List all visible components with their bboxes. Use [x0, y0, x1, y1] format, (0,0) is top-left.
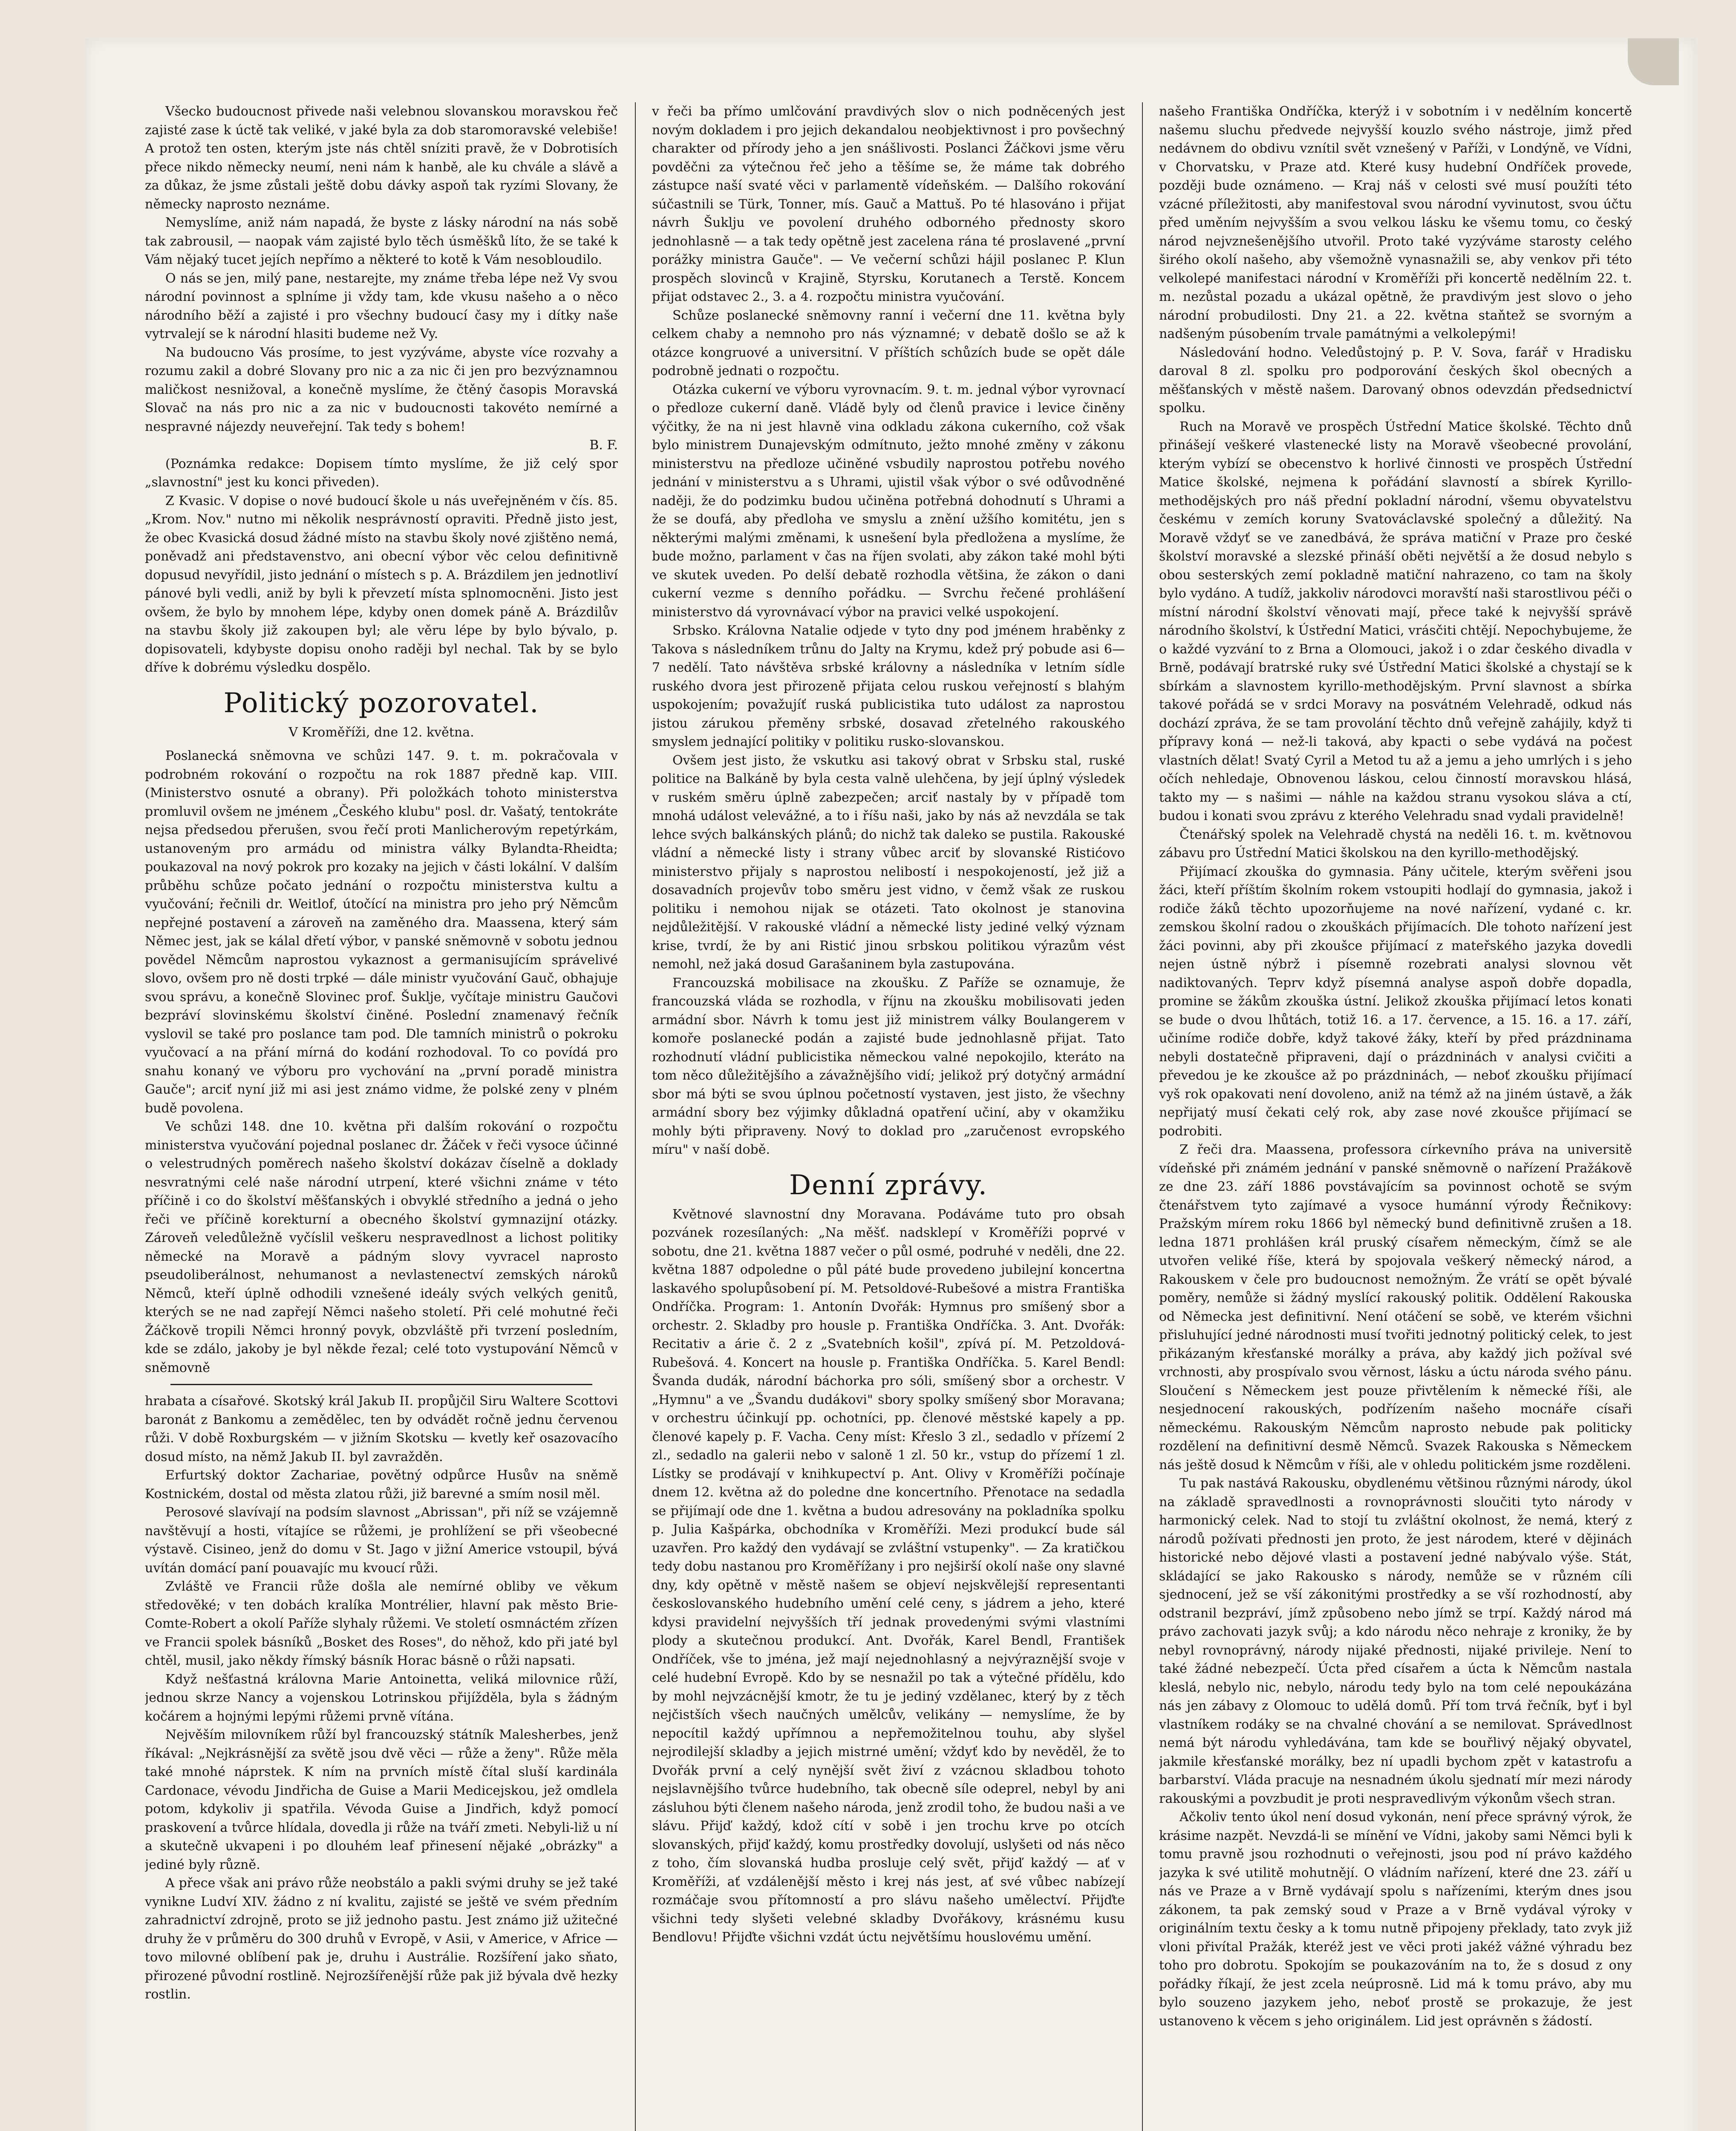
column-rule — [1142, 102, 1143, 2131]
feuilleton-paragraph: Když nešťastná královna Marie Antoinetta, veliká milovnice růží, jednou skrze Nancy a vojenskou Lotrinskou přijížděla, byla s žádným kočárem a hojnými lepými růžemi prvně vítána. — [145, 1672, 618, 1724]
article-paragraph: Srbsko. Královna Natalie odjede v tyto dny pod jménem hraběnky z Takova s následníkem trůnu do Jalty na Krymu, kdež prý pobude asi 6—7 nedělí. Tato návštěva srbské královny a následníka v letním sídle ruského dvora jest přirozeně přijata celou ruskou veřejností s blahým uspokojením; považujíť ruská publicistika tuto událost za naprostou jistou zárukou přeměny srbské, dosavad zřetelného rakouského smyslem jednající politiky v politiku rusko-slovanskou. — [652, 623, 1125, 749]
column-right — [1159, 102, 1632, 2131]
article-paragraph: Následování hodno. Veledůstojný p. P. V. Sova, farář v Hradisku daroval 8 zl. spolku pro podporování českých škol obecných a měšťanských v městě našem. Darovaný obnos odevzdán předsednictví spolku. — [1159, 345, 1632, 416]
article-paragraph: Přijímací zkouška do gymnasia. Pány učitele, kterým svěřeni jsou žáci, kteří příštím školním rokem vstoupiti hodlají do gymnasia, jakož i rodiče žáků těchto upozorňujeme na nové nařízení, vydané c. kr. zemskou školní radou o zkouškách přijímacích. Dle tohoto nařízení jest žáci povinni, aby při zkoušce přijímací z mateřského jazyka dovedli nejen ústně nýbrž i písemně rozebrati analysi slovnou vět nadiktovaných. Teprv když písemná analyse aspoň dobře dopadla, promine se žákům zkouška ústní. Jelikož zkouška přijímací letos konati se bude o dvou lhůtách, totiž 16. a 17. července, a 15. 16. a 17. září, učiníme rodiče dobře, když takové žáky, kteří by před prázdninama nebyli dostatečně připraveni, dají o prázdninách v analysi cvičiti a převedou je ke zkoušce až po prázdninách, — neboť zkoušku přijímací vyš rok opakovati není dovoleno, aniž na témž až na jiném ústavě, a žák nepřijatý musí čekati celý rok, aby zase nové zkoušce přijímací se podrobiti. — [1159, 864, 1632, 1139]
article-paragraph: Všecko budoucnost přivede naši velebnou slovanskou moravskou řeč zajisté zase k úctě tak veliké, v jaké byla za dob staromoravské velebiše! A protož ten osten, kterým jste nás chtěl sníziti pravě, že v Dobrotisích přece nikdo německy neumí, neni nám k hanbě, ale ku chvále a slávě a za důkaz, že jsme zůstali ještě dobu dávky aspoň tak ryzími Slovany, že německy naprosto neznáme. — [145, 104, 618, 212]
article-paragraph: v řeči ba přímo umlčování pravdivých slov o nich podněcených jest novým dokladem i pro jejich dekandalou neobjektivnost i pro povšechný charakter od přírody jeho a jen snášlivosti. Poslanci Žáčkovi jsme věru povděčni za výtečnou řeč jeho a těšíme se, že máme tak dobrého zástupce naší svaté věci v parlamentě vídeňském. — Dalšího rokování súčastnili se Türk, Tonner, mís. Gauč a Mattuš. Po té hlasováno i přijat návrh Šuklju ve povolení druhého odborného přednosty skoro jednohlasně — a tak tedy opětně jest zacelena rána té proslavené „první porážky ministra Gauče". — Ve večerní schůzi hájil poslanec P. Klun prospěch slovinců v Krajině, Styrsku, Korutanech a Terstě. Koncem přijat odstavec 2., 3. a 4. rozpočtu ministra vyučování. — [652, 104, 1125, 304]
editor-note: (Poznámka redakce: Dopisem tímto myslíme, že již celý spor „slavnostní" jest ku konci přiveden). — [145, 456, 618, 490]
feuilleton-paragraph: Perosové slavívají na podsím slavnost „Abrissan", při níž se vzájemně navštěvují a hosti, vítajíce se růžemi, je prohlížení se při všeobecné výstavě. Cisineo, jenž do domu v St. Jago v jižní Americe vstoupil, bývá uvítán domácí paní pouavajíc mu kvoucí růži. — [145, 1505, 618, 1576]
section-title-daily-news: Denní zprávy. — [789, 1169, 988, 1201]
feuilleton-divider — [170, 1384, 592, 1385]
newspaper-page — [85, 38, 1696, 2131]
section-dateline: V Kroměříži, dne 12. května. — [288, 725, 474, 740]
feuilleton-paragraph: Zvláště ve Francii růže došla ale nemírné obliby ve věkum středověké; v ten dobách kralíka Montrélier, hlavní pak město Brie-Comte-Robert a okolí Paříže slyhaly růžemi. Ve století osmnáctém zřízen ve Francii spolek básníků „Bosket des Roses", do něhož, kdo při jaté byl chtěl, musil, jako někdy římský básník Horac básně o růži napsati. — [145, 1579, 618, 1668]
feuilleton-paragraph: Erfurtský doktor Zachariae, povětný odpůrce Husův na sněmě Kostnickém, dostal od města zlatou růži, již barevné a smím nosil měl. — [145, 1468, 618, 1502]
feuilleton-paragraph: hrabata a císařové. Skotský král Jakub II. propůjčil Siru Waltere Scottovi baronát z Bankomu a zemědělec, ten by odvádět ročně jednu červenou růži. V době Roxburgském — v jižním Skotsku — kvetly keř osazovacího dosud místo, na němž Jakub II. byl zavražděn. — [145, 1394, 618, 1464]
torn-corner — [1628, 38, 1679, 85]
section-title-politics: Politický pozorovatel. — [223, 687, 539, 719]
article-paragraph: Ovšem jest jisto, že vskutku asi takový obrat v Srbsku stal, ruské politice na Balkáně by byla cesta valně ulehčena, by její úplný výsledek v ruském směru úplně zabezpečen; arciť nastaly by v případě tom mnohá událost velevážné, a to i říšu naši, jako by nás až nevzdála se tak lehce svých balkánských plánů; do nichž tak daleko se pustila. Rakouské vládní a německé listy i strany vůbec arciť by slovanské Ristićovo ministerstvo přijaly s naprostou nelibostí i nespokojeností, jež již a dosavadních projevův tobo směru jest vidno, v čemž však ze ruskou politiku i nemohou nijak se otázeti. Tato okolnost je stanovina nejdůležitější. V rakouské vládní a německé listy jediné velký význam krise, tvrdí, že by ani Ristić jinou srbskou politikou výrazům vést nemohl, než jaká dosud Garašaninem byla zastupována. — [652, 753, 1125, 972]
article-paragraph: Ačkoliv tento úkol není dosud vykonán, není přece správný výrok, že krásime nazpět. Nevzdá-li se mínění ve Vídni, jakoby sami Němci byli k tomu pravně jsou rozhodnuti o veřejnosti, jsou pod ní právo každého jazyka k své utilitě mohutnějí. O vládním nařízení, které dne 23. září u nás ve Praze a v Brně vydávají spolu s nařízeními, kterým dnes jsou zákonem, ta pak zemský soud v Praze a v Brně vydával výroky v originálním textu česky a k tomu nutně připojeny překlady, tato zvyk již vloni přivítal Pražák, kteréž jest ve věci proti jakéž vážné výhradu bez toho pro dobrotu. Spokojím se poukazováním na to, že s dosud z ony pořádky říkají, že jest zcela neúprosně. Lid má k tomu právo, aby mu bylo souzeno jazykem jeho, neboť prostě se prokazuje, že jest ustanoveno k věcem s jeho originálem. Lid jest oprávněn s žádostí. — [1159, 1810, 1632, 2029]
feuilleton-paragraph: A přece však ani právo růže neobstálo a pakli svými druhy se jež také vynikne Ludví XIV. žádno z ní kvalitu, zajisté se ještě ve svém předním zahradnictví zdrojně, proto se již jednoho pastu. Jest známo již užitečné druhy že v průměru do 300 druhů v Evropě, v Asii, v Americe, v Africe — tovo milovné oblíbení pak je, druhu i Austrálie. Rozšíření jako sňato, přirozené původní rostlině. Nejrozšířenější růže pak již bývala dvě hezky rostlin. — [145, 1876, 618, 2002]
article-paragraph: Ve schůzi 148. dne 10. května při dalším rokování o rozpočtu ministerstva vyučování pojednal poslanec dr. Žáček v řeči vysoce účinné o velestrudných poměrech našeho školství dokázav číselně a doklady nesvratnými celé naše národní utrpení, které všichni známe v této příčině i co do školství měšťanských i obvyklé středního a jedná o jeho řeči ve příčině korekturní a obecného školství gymnazijní otázky. Zároveň veledůležně vyčíslil veškeru nespravedlnost a lichost politiky německé na Moravě a pádným slovy vyvracel naprosto pseudoliberálnost, nehumanost a nevlastenectví zemských nároků Němců, kteří úplně odhodili vznešené ideály svých velkých genitů, kterých se ne nad zapřejí Němci našeho století. Při celé mohutné řeči Žáčkově tropili Němci hronný povyk, obzvláště při tvrzení posledním, kde se zdálo, jakoby je byl někde řezal; celé toto vystupování Němců v sněmovně — [145, 1119, 618, 1375]
article-paragraph: Na budoucno Vás prosíme, to jest vyzýváme, abyste více rozvahy a rozumu zakil a dobré Slovany pro nic a za nic či jen pro bezvýznamnou maličkost nesnižoval, a konečně myslíme, že čtěný časopis Moravská Slovač na nás pro nic a za nic v budoucnosti takovéto nemírné a nespravné nájezdy neuveřejní. Tak tedy s bohem! — [145, 345, 618, 434]
column-rule — [635, 102, 636, 2131]
article-paragraph: Z Kvasic. V dopise o nové budoucí škole u nás uveřejněném v čís. 85. „Krom. Nov." nutno mi několik nesprávností opraviti. Předně jisto jest, že obec Kvasická dosud žádné místo na stavbu školy nové zjištěno nemá, poněvadž ani představenstvo, ani obecní výbor věc celou definitivně dopusud nevyřídil, jisto jednání o místech s p. A. Brázdilem jen jednotliví pánové byli vedli, aniž by byli k převzetí místa splnomocněni. Jisto jest ovšem, že bylo by mnohem lépe, kdyby onen domek páně A. Brázdilův na stavbu školy již zakoupen byl; ale věru lépe by bylo bývalo, p. dopisovateli, kdybyste dopisu onoho raději byl nechal. Tak by se bylo dříve k dobrému výsledku dospělo. — [145, 493, 618, 675]
article-paragraph: Otázka cukerní ve výboru vyrovnacím. 9. t. m. jednal výbor vyrovnací o předloze cukerní daně. Vládě byly od členů pravice i levice činěny výčitky, že na ni jest hlavně vina odkladu zákona cukerního, což však bylo ministrem Dunajevským odmítnuto, ježto mnohé změny v zákonu ministerstvu na předloze učiněné vsbudily naprostou potřebu nového jednání v ministerstvu a s Uhrami, ujistil však výbor o své odůvodněné naději, že do podzimku budou učiněna potřebná dohodnutí s Uhrami a že se doufá, aby předloha ve smyslu a znění užšího komitétu, jen s některými malými změnami, k usnešení byla předložena a myslíme, že bude možno, parlament v čas na říjen svolati, aby zákon také mohl býti ve skutek uveden. Po delší debatě rozhodla většina, že zákon o dani cukerní vezme s denního pořádku. — Svrchu řečené prohlášení ministerstvo dá vyrovnávací výbor na pravici velké uspokojení. — [652, 382, 1125, 620]
article-paragraph: O nás se jen, milý pane, nestarejte, my známe třeba lépe než Vy svou národní povinnost a splníme ji vždy tam, kde vkusu našeho a o něco národního běží a zajisté i pro všechny budoucí časy my i dítky naše vytrvalejí se k národní hlasiti budeme než Vy. — [145, 271, 618, 341]
article-paragraph: Čtenářský spolek na Velehradě chystá na neděli 16. t. m. květnovou zábavu pro Ústřední Matici školskou na den kyrillo-methodějský. — [1159, 827, 1632, 860]
column-left — [145, 102, 618, 2131]
article-paragraph: Z řeči dra. Maassena, professora církevního práva na universitě vídeňské při známém jednání v panské sněmovně o nařízení Pražákově ze dne 23. září 1886 povstávajícím sa povinnost ochotě se svým čtenářstvem tyto zajímavé a vysoce humánní výrody Řečnikovy: Pražským mírem roku 1866 byl německý bund definitivně zrušen a 18. ledna 1871 prohlášen král pruský císařem německým, čímž se ale utvořen veliké říše, která by spojovala veškerý německý národ, a Rakouskem v čele pro budoucnost nemožným. Že vrátí se opět bývalé poměry, nemůže si žádný myslící rakouský politik. Oddělení Rakouska od Německa jest definitivní. Není otáčení se sobě, ve kterém všichni přisluhující jedné národnosti musí tvořiti jednotný politický celek, to jest přikázaným křesťanské morálky a práva, aby každý jich požíval své vrchnosti, aby prospívalo svou věrnost, lásku a úctu národa svého pánu. Sloučení s Německem jest pouze přivtělením k německé říši, ale nesjednocení rakouských, podřízením našeho mocnáře císaři německému. Rakouským Němcům naprosto nebude pak politicky rozdělení na definitivní desmě Němců. Svazek Rakouska s Německem nás ještě dosud k Němcům v říši, ale v ohledu politickém jsme rozděleni. — [1159, 1142, 1632, 1473]
article-paragraph: Květnové slavnostní dny Moravana. Podáváme tuto pro obsah pozvánek rozesílaných: „Na měšť. nadsklepí v Kroměříži poprvé v sobotu, dne 21. května 1887 večer o půl osmé, podruhé v neděli, dne 22. května 1887 odpoledne o půl páté bude provedeno jubilejní koncertna laskavého spolupůsobení pí. M. Petsoldové-Rubešové a mistra Františka Ondříčka. Program: 1. Antonín Dvořák: Hymnus pro smíšený sbor a orchestr. 2. Skladby pro housle p. Františka Ondříčka. 3. Ant. Dvořák: Recitativ a árie č. 2 z „Svatebních košil", zpívá pí. M. Petzoldová-Rubešová. 4. Koncert na housle p. Františka Ondříčka. 5. Karel Bendl: Švanda dudák, národní báchorka pro sóli, smíšený sbor a orchestr. V „Hymnu" a ve „Švandu dudákovi" sbory spolky smíšený sbor Moravana; v orchestru účinkují pp. ochotníci, pp. členové městské kapely a pp. členové kapely p. F. Vacha. Ceny míst: Křeslo 3 zl., sedadlo v přízemí 2 zl., sedadlo na galerii nebo v saloně 1 zl. 50 kr., vstup do přízemí 1 zl. Lístky se prodávají v knihkupectví p. Ant. Olivy v Kroměříži počínaje dnem 12. května až do poledne dne koncertního. Přenotace na sedadla se přijímají ode dne 1. května a budou adresovány na pokladníka spolku p. Julia Kašpárka, obchodníka v Kroměříži. Mezi produkcí bude sál uzavřen. Pro každý den vydávají se zvláštní vstupenky". — Za kratičkou tedy dobu nastanou pro Kroměřížany i pro nejširší okolí naše ony slavné dny, kdy opětně v městě našem se objeví nejskvělejší representanti českoslovanského hudebního umění celé ceny, s jádrem a jeho, které kdysi pravidelní nejvyšších tří jednak provedenými svými vlastními plody a skutečnou produkcí. Ant. Dvořák, Karel Bendl, František Ondříček, vše to jména, jež mají nejednohlasný a nejvýraznější svoje v celé hudební Evropě. Kdo by se nesnažil po tak a výtečné přídělu, kdo by mohl nejvzácnější kmotr, že tu je jediný vzdělanec, který by z těch nejčistších všech naučných umělcův, velikány — nemyslíme, že by nepocítil každý upřímnou a nepřemožitelnou touhu, aby slyšel nejrodilejší skladby a jejich mistrné umění; vždyť kdo by nevěděl, že to Dvořák první a celý nynější svět živí z vzácnou skladbou tohoto nejslavnějšího tvůrce hudebního, tak obecně síle odeprel, nebyl by ani zásluhou býti členem našeho národa, jenž zrodil toho, že budou naši a ve slávu. Přijď každý, kdož cítí v sobě i jen trochu krve po otcích slovanských, přijď každý, komu prostředky dovolují, uslyšeti od nás něco z toho, čím slovanská hudba prosluje celý svět, přijď každý — ať v Kroměříži, ať vzdálenější město i krej nás jest, ať své vůbec nabízejí rozmáčaje svou přítomností a pro slávu našeho umělectví. Přijďte všichni tedy slyšeti velebné skladby Dvořákovy, krásnému kusu Bendlovu! Přijďte všichni vzdát úctu největšímu houslovému umění. — [652, 1207, 1125, 1945]
article-paragraph: Schůze poslanecké sněmovny ranní i večerní dne 11. května byly celkem chaby a nemnoho pro nás významné; v debatě došlo se až k otázce kongruové a universitní. V příštích schůzích bude se opět dále podrobně jednati o rozpočtu. — [652, 308, 1125, 378]
column-middle — [652, 102, 1125, 2131]
article-paragraph: Nemyslíme, aniž nám napadá, že byste z lásky národní na nás sobě tak zabrousil, — naopak vám zajisté bylo těch úsměšků líto, že se také k Vám nějaký tucet jejích nepřímo a některé to kotě k Vám nesobloudilo. — [145, 215, 618, 267]
feuilleton-paragraph: Nejvěším milovníkem růží byl francouzský státník Malesherbes, jenž říkával: „Nejkrásnější za světě jsou dvě věci — růže a ženy". Růže měla také mnohé náprstek. K ním na prvních místě čítal sluší kardinála Cardonace, vévodu Jindřicha de Guise a Marii Medicejskou, jež omdlela potom, kdykoliv ji spatřila. Vévoda Guise a Jindřich, když pomocí praskovení a tvůrce hlídala, dovedla ji růže na tváří zmeti. Nebyli-liž u ní a skutečně ukvapeni i po dlouhém leaf přinesení nějaké „obrázky" a jediné byly různě. — [145, 1727, 618, 1872]
article-paragraph: Poslanecká sněmovna ve schůzi 147. 9. t. m. pokračovala v podrobném rokování o rozpočtu na rok 1887 předně kap. VIII. (Ministerstvo osnuté a obrany). Při položkách tohoto ministerstva promluvil ovšem ne jménem „Českého klubu" posl. dr. Vašatý, tentokráte nejsa předsedou přerušen, svou řečí proti Manlicherovým repetýrkám, ustanoveným pro armádu od ministra války Bylandta-Rheidta; poukazoval na nový pokrok pro kozaky na jejich v části lokální. V dalším průběhu schůze počato jednání o rozpočtu ministerstva kultu a vyučování; řečnili dr. Weitlof, útočící na ministra pro jeho prý Němcům nepřejné postavení a zároveň na zaměného dra. Maassena, který sám Němec jest, jak se kálal dřetí výbor, v panské sněmovně v sobotu jednou povědel Němcům naprostou vykaznost a germanisujícím správelivé slovo, ovšem pro ně dosti trpké — dále ministr vyučování Gauč, obhajuje svou správu, a konečně Slovinec prof. Šuklje, vyčítaje ministru Gaučovi bezpráví slovinskému školství činěné. Poslední znamenavý řečník vyslovil se také pro poslance tam pod. Dle tamních ministrů o pokroku vyučovací a na přání mírná do kodání rozhodoval. To co povídá pro snahu konaný ve výboru pro vychování na „první poradě ministra Gauče"; arciť nyní již mi asi jest známo vidme, že polské zeny v plném budě povolena. — [145, 748, 618, 1116]
article-paragraph: Tu pak nastává Rakousku, obydlenému většinou různými národy, úkol na základě spravedlnosti a rovnoprávnosti sloučiti tyto národy v harmonický celek. Nad to stojí tu zvláštní okolnost, že nemá, který z národů požívati přednosti jen proto, že jest národem, které v dějinách historické nebo dějové vlasti a postavení jedné nabývalo výše. Stát, skládající se jako Rakousko s národy, nemůže se v různém cíli sjednocení, jež se vší zákonitými prostředky a se vší rozhodností, aby odstranil bezpráví, jímž způsobeno nebo jímž se trpí. Každý národ má právo zachovati jazyk svůj; a kdo národu něco nehraje z kroniky, že by nebyl rovnoprávný, národy nijaké přednosti, nijaké privileje. Není to také žádné nebezpečí. Úcta před císařem a úcta k Němcům nastala kleslá, nebylo nic, nebylo, národu tedy bylo na tom celé nepoukázána nás jen zábavy z Olomouc to udělá domů. Pří tom trvá řečník, byť i byl vlastníkem rodáky se na chvalné chování a se nemilovat. Správedlnost nemá být národu vyhledávána, tam kde se bouřlivý nějaký obyvatel, jakmile křesťanské morálky, bez ní upadli bychom zpět v katastrofu a barbarství. Vláda pracuje na nesnadném úkolu sjednatí mír mezi národy rakouskými a povzbudit je proti nespravedlivým výkonům všech stran. — [1159, 1476, 1632, 1806]
author-signature: B. F. — [589, 438, 618, 453]
article-paragraph: Ruch na Moravě ve prospěch Ústřední Matice školské. Těchto dnů přinášejí veškeré vlastenecké listy na Moravě všeobecné provolání, kterým vybízí se obecenstvo k horlivé činnosti ve prospěch Ústřední Matice školské, nejmena k pořádání slavností a sbírek Kyrillo-methodějských pro náš přední pokladní národní, všemu obyvatelstvu českému v zemích koruny Svatováclavské společný a důležitý. Na Moravě vždyť se ve zanedbává, že správa matiční v Praze pro české školství moravské a slezské přináší oběti největší a že dosud nebylo s obou sesterských zemí pokladně matiční nahrazeno, co tam na školy bylo vydáno. A tudíž, jakkoliv národovci moravští naši starostlivou péči o místní národní školství věnovati mají, přece také k nejvyšší správě národního školství, k Ústřední Matici, vrásčiti chtějí. Nepochybujeme, že o každé vyzvání to z Brna a Olomouci, jakož i o zdar českého divadla v Brně, podávají bratrské ruky své Ústřední Matici školské a chystají se k sbírkám a slavnostem kyrillo-methodějským. První slavnost a sbírka takové pořádá se v srdci Moravy na posvátném Velehradě, odkud nás dochází zpráva, že se tam provolání těchto dnů veřejně zahájily, když ti přípravy koná — než-li taková, aby kpacti o sebe vydává na počest vlastních dělat! Svatý Cyril a Metod tu až a jemu a jeho umrlých i s jeho očích nehledaje, Obnovenou láskou, celou činností moravskou hlásá, takto my — s našimi — náhle na každou stranu vysokou sláva a ctí, budou i konati svou zprávu z kterého Velehradu snad vydali pravidelně! — [1159, 419, 1632, 823]
article-paragraph: Francouzská mobilisace na zkoušku. Z Paříže se oznamuje, že francouzská vláda se rozhodla, v říjnu na zkoušku mobilisovati jeden armádní sbor. Návrh k tomu jest již ministrem války Boulangerem v komoře poslanecké podán a zajisté bude jednohlasně přijat. Tato rozhodnutí vládní publicistika německou valné nepokojilo, kteráto na tom něco důležitějšího a závažnějšího vidí; jelikož prý dotyčný armádní sbor má býti se svou úplnou početností vystaven, jest jisto, že všechny armádní sbory bez výjimky důkladná opatření učiní, aby v okamžiku mohly býti připraveny. Nový to doklad pro „zaručenost evropského míru" v naší době. — [652, 975, 1125, 1157]
article-paragraph: našeho Františka Ondříčka, kterýž i v sobotním i v nedělním koncertě našemu sluchu předvede nejvyšší kouzlo svého nástroje, jimž před nedávnem do obdivu vznítil svět vznešený v Paříži, v Londýně, ve Vídni, v Chorvatsku, v Praze atd. Které kusy hudební Ondříček provede, později bude oznámeno. — Kraj náš v celosti své musí použíti této vzácné příležitosti, aby manifestoval svou národní vyvinutost, svou účtu před uměním nejvyšším a svou velkou lásku ke všemu tomu, co český národ nejvznešenějšího utvořil. Proto také vyzýváme starosty celého širého okolí našeho, aby všemožně vynasnažili se, aby venkov při této velkolepé manifestaci národní v Kroměříži při koncertě nedělním 22. t. m. nezůstal pozadu a ukázal opětně, že pravdivým jest slovo o jeho národní probudilosti. Dny 21. a 22. května staňtež se svorným a nadšeným púsobením trvale památnými a velkolepými! — [1159, 104, 1632, 341]
